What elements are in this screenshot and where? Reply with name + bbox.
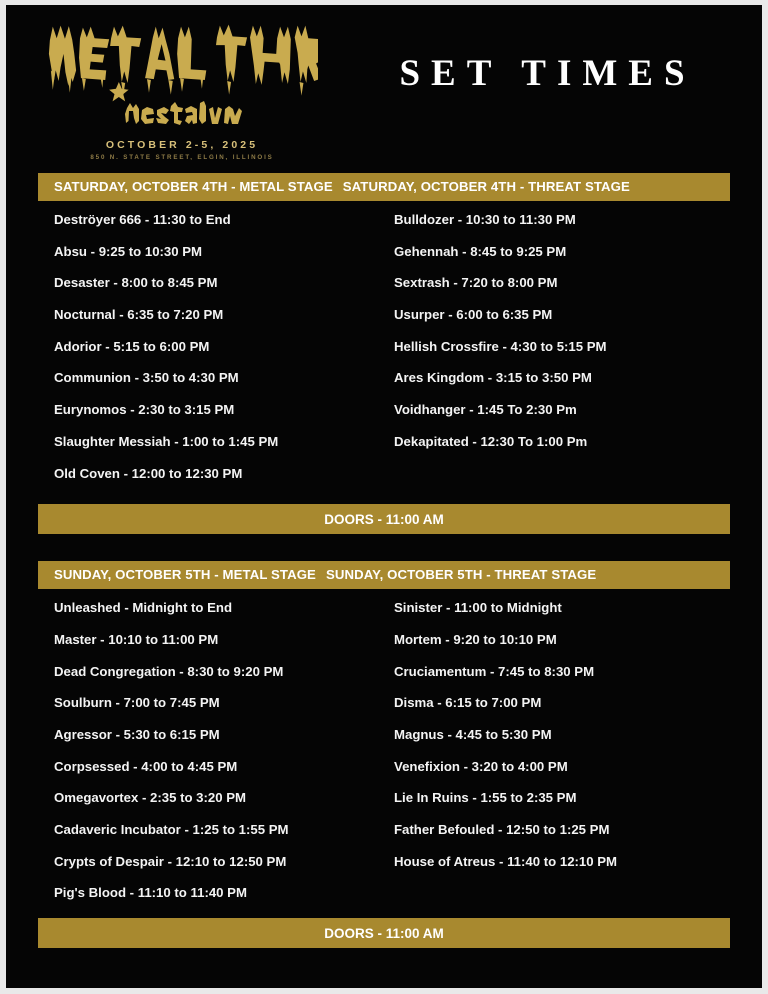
stage-header-bar xyxy=(38,561,730,589)
set-slot: Voidhanger - 1:45 To 2:30 Pm xyxy=(394,402,577,418)
stage-header-threat xyxy=(333,178,730,196)
set-slot: Old Coven - 12:00 to 12:30 PM xyxy=(54,465,243,481)
set-slot: Unleashed - Midnight to End xyxy=(54,600,233,616)
stage-columns xyxy=(38,589,730,918)
set-slot: Slaughter Messiah - 1:00 to 1:45 PM xyxy=(54,433,279,449)
set-slot: Agressor - 5:30 to 6:15 PM xyxy=(54,726,220,742)
stage-header-threat xyxy=(316,566,730,584)
doors-label: DOORS - 11:00 AM xyxy=(324,925,444,941)
stage-column-threat xyxy=(384,601,730,918)
set-slot: Dekapitated - 12:30 To 1:00 Pm xyxy=(394,433,588,449)
poster-header xyxy=(6,5,762,173)
spacer xyxy=(38,534,730,561)
set-slot: Usurper - 6:00 to 6:35 PM xyxy=(394,307,553,323)
page-title: SET TIMES xyxy=(399,53,696,94)
set-slot: Pig's Blood - 11:10 to 11:40 PM xyxy=(54,885,247,901)
set-slot: Disma - 6:15 to 7:00 PM xyxy=(394,695,542,711)
poster-canvas xyxy=(6,5,762,988)
stage-header-label: SATURDAY, OCTOBER 4TH - THREAT STAGE xyxy=(342,179,630,194)
set-slot: Master - 10:10 to 11:00 PM xyxy=(54,631,219,647)
set-slot: Soulburn - 7:00 to 7:45 PM xyxy=(54,695,220,711)
stage-header-label: SUNDAY, OCTOBER 5TH - THREAT STAGE xyxy=(325,567,597,583)
set-slot: Corpsessed - 4:00 to 4:45 PM xyxy=(54,758,238,774)
stage-header-metal xyxy=(38,178,333,196)
set-slot: Nocturnal - 6:35 to 7:20 PM xyxy=(54,307,224,323)
set-slot: Eurynomos - 2:30 to 3:15 PM xyxy=(54,402,235,418)
schedule xyxy=(6,173,762,988)
set-slot: Omegavortex - 2:35 to 3:20 PM xyxy=(54,790,247,806)
stage-header-label: SATURDAY, OCTOBER 4TH - METAL STAGE xyxy=(54,179,333,194)
set-slot: Sextrash - 7:20 to 8:00 PM xyxy=(394,275,558,291)
doors-label: DOORS - 11:00 AM xyxy=(324,511,444,527)
doors-bar xyxy=(38,504,730,534)
set-slot: Cruciamentum - 7:45 to 8:30 PM xyxy=(394,663,595,679)
stage-header-bar xyxy=(38,173,730,201)
set-slot: Deströyer 666 - 11:30 to End xyxy=(54,212,231,227)
set-slot: Magnus - 4:45 to 5:30 PM xyxy=(394,726,552,742)
metal-threat-logo-icon xyxy=(46,23,318,107)
set-slot: Crypts of Despair - 12:10 to 12:50 PM xyxy=(54,853,287,869)
set-slot: Desaster - 8:00 to 8:45 PM xyxy=(54,275,218,291)
set-slot: Lie In Ruins - 1:55 to 2:35 PM xyxy=(394,790,577,806)
stage-header-label: SUNDAY, OCTOBER 5TH - METAL STAGE xyxy=(54,567,316,583)
stage-columns xyxy=(38,201,730,498)
set-slot: Dead Congregation - 8:30 to 9:20 PM xyxy=(54,663,284,679)
day-block-saturday xyxy=(38,173,730,534)
set-slot: Communion - 3:50 to 4:30 PM xyxy=(54,370,239,386)
festival-branding xyxy=(32,23,332,161)
set-slot: Mortem - 9:20 to 10:10 PM xyxy=(394,631,557,647)
set-slot: Cadaveric Incubator - 1:25 to 1:55 PM xyxy=(54,822,289,837)
festival-wordmark-icon xyxy=(122,101,242,127)
set-slot: Venefixion - 3:20 to 4:00 PM xyxy=(394,758,568,774)
set-slot: Father Befouled - 12:50 to 1:25 PM xyxy=(394,822,610,837)
spacer xyxy=(38,948,730,988)
festival-dates: OCTOBER 2-5, 2025 xyxy=(105,139,259,151)
set-slot: Gehennah - 8:45 to 9:25 PM xyxy=(394,243,567,259)
set-slot: Sinister - 11:00 to Midnight xyxy=(394,600,562,616)
set-slot: Adorior - 5:15 to 6:00 PM xyxy=(54,338,210,354)
set-slot: House of Atreus - 11:40 to 12:10 PM xyxy=(394,853,618,869)
set-slot: Bulldozer - 10:30 to 11:30 PM xyxy=(394,212,576,227)
set-slot: Ares Kingdom - 3:15 to 3:50 PM xyxy=(394,370,592,386)
stage-column-metal xyxy=(38,601,384,918)
stage-header-metal xyxy=(38,566,316,584)
stage-column-metal xyxy=(38,213,384,498)
set-slot: Hellish Crossfire - 4:30 to 5:15 PM xyxy=(394,338,607,354)
set-slot: Absu - 9:25 to 10:30 PM xyxy=(54,243,203,259)
day-block-sunday xyxy=(38,561,730,948)
festival-address: 850 N. STATE STREET, ELGIN, ILLINOIS xyxy=(90,154,274,161)
stage-column-threat xyxy=(384,213,730,498)
doors-bar xyxy=(38,918,730,948)
